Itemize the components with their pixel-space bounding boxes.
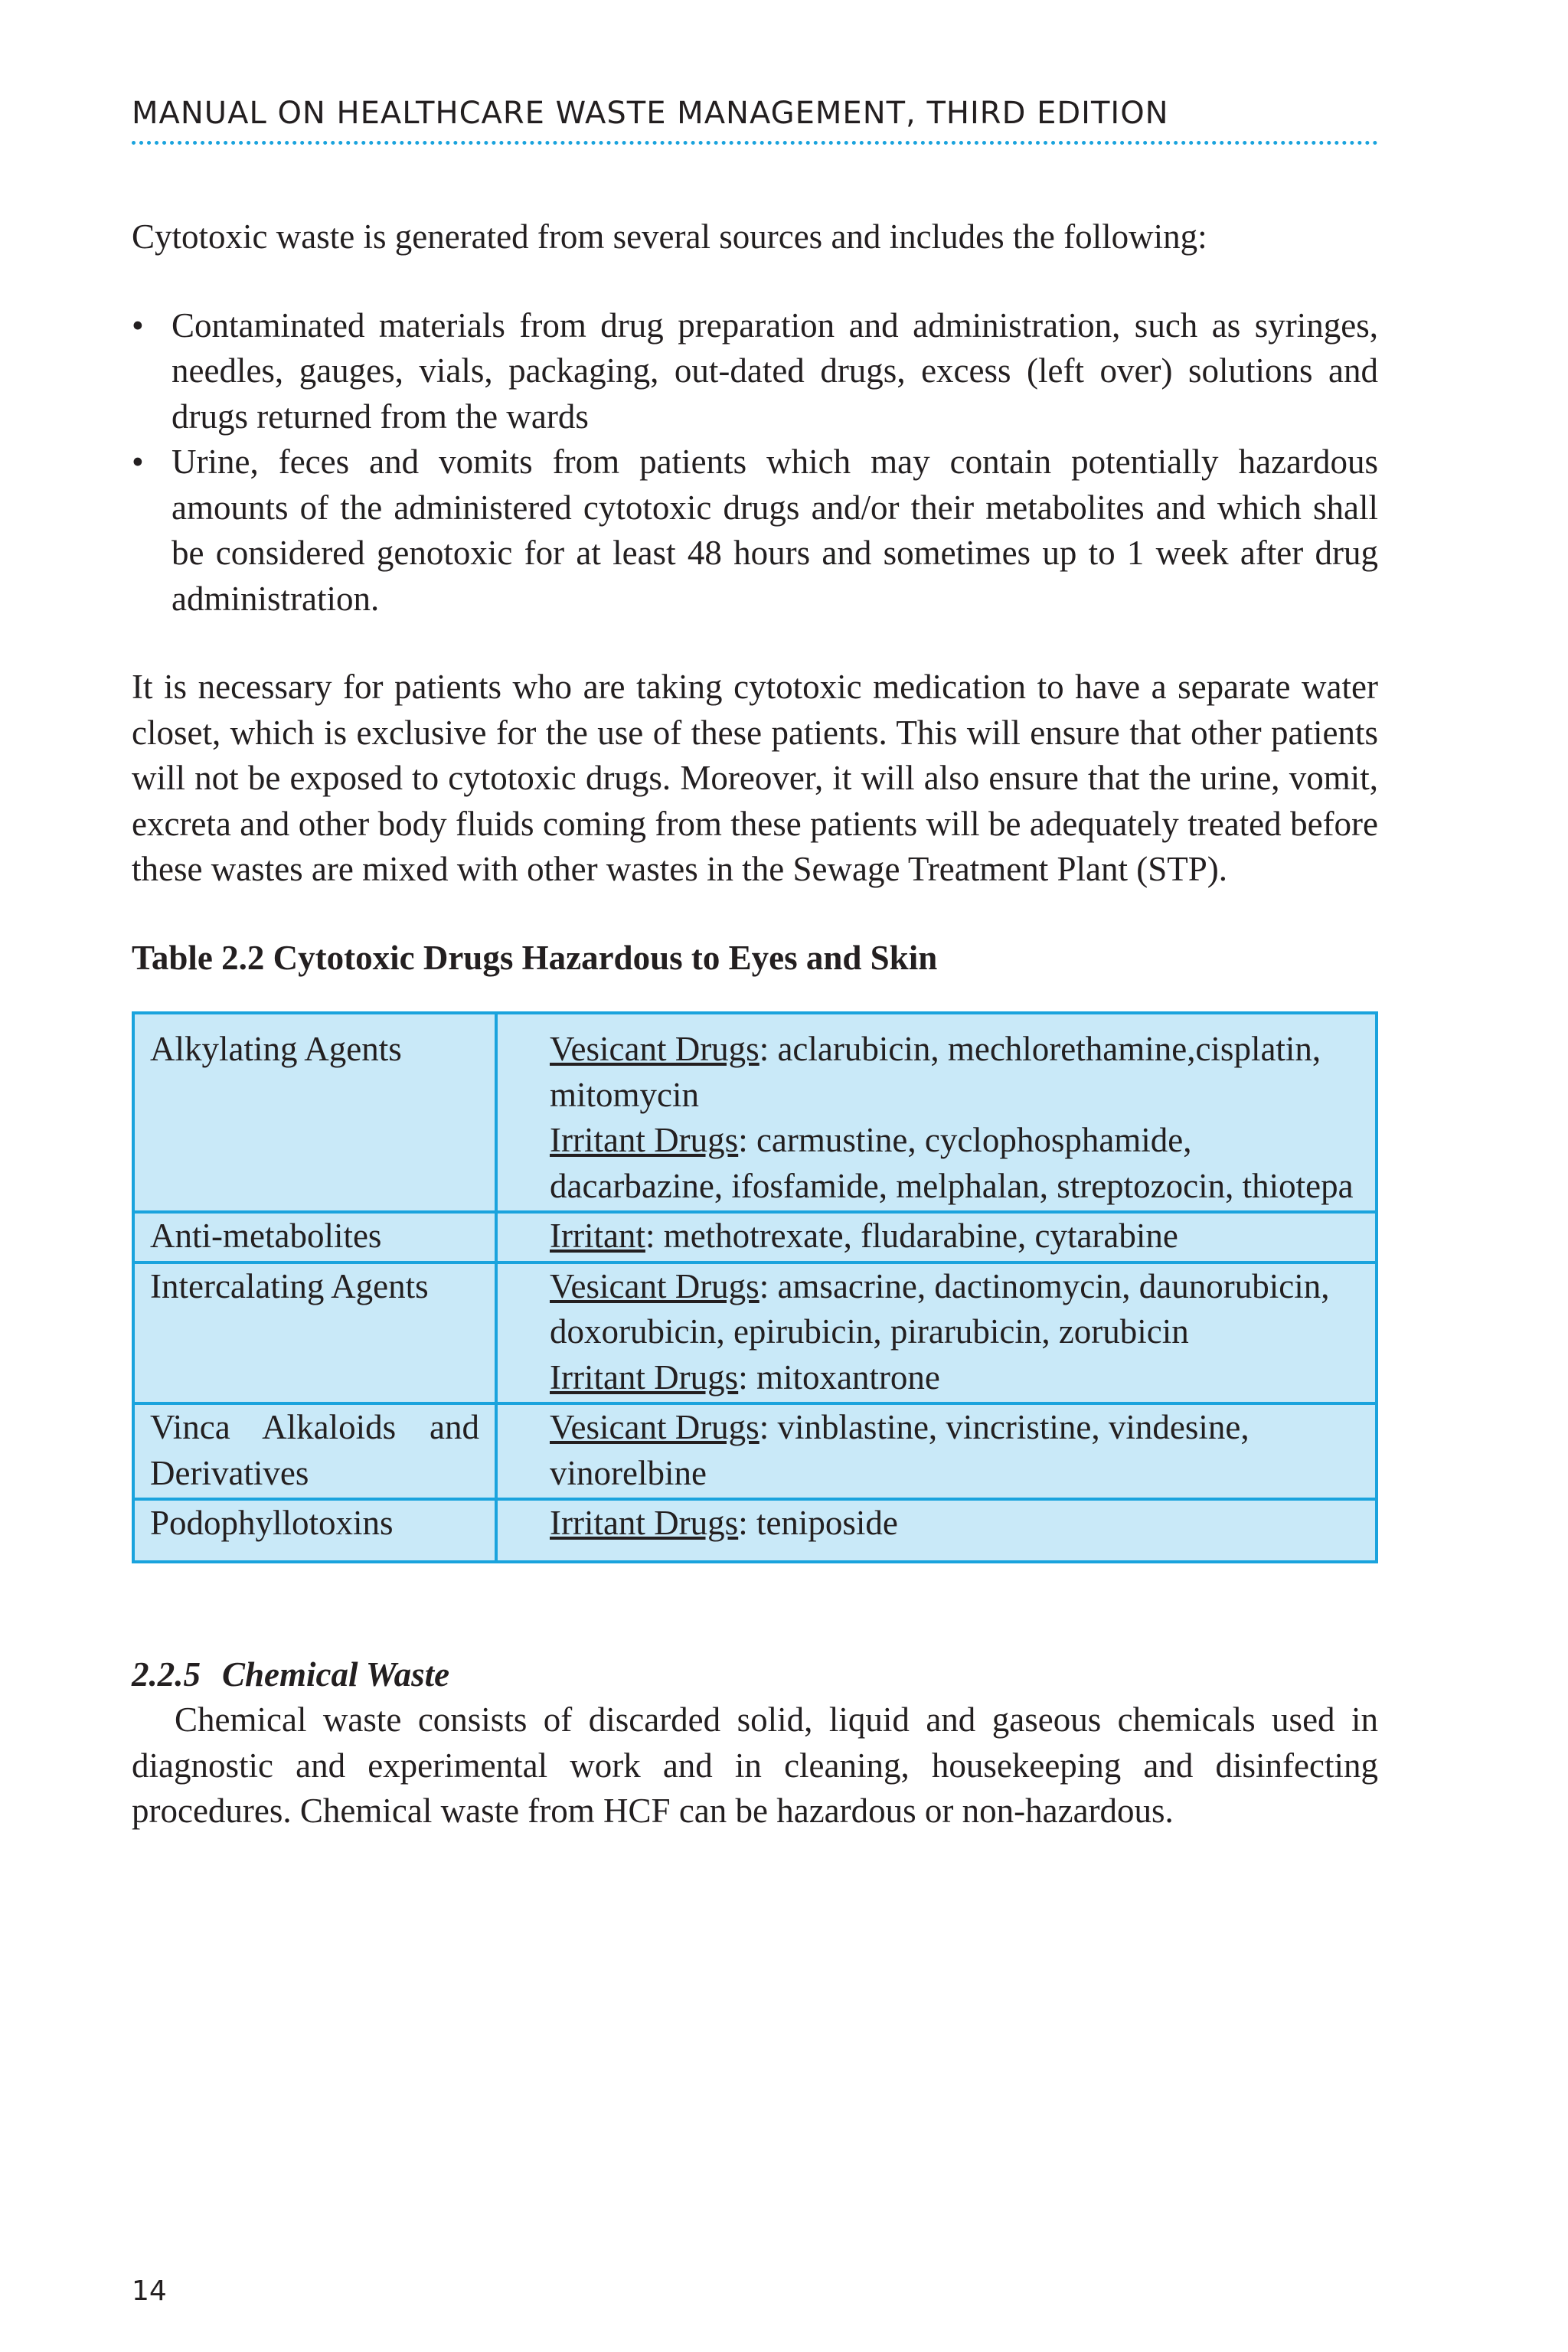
drug-class-label: Irritant — [550, 1217, 645, 1255]
drugs-cell — [496, 1403, 1377, 1499]
category-cell: Anti-metabolites — [133, 1212, 496, 1263]
category-cell: Intercalating Agents — [133, 1263, 496, 1404]
drug-list: : carmustine, cyclophosphamide, dacarbazine, ifosfamide, melphalan, streptozocin, thiotepa — [550, 1121, 1354, 1205]
drugs-cell — [496, 1013, 1377, 1212]
bullet-text: Contaminated materials from drug preparation and administration, such as syringes, needles, gauges, vials, packaging, out-dated drugs, excess (left over) solutions and drugs returned from the wards — [172, 305, 1378, 436]
drugs-cell — [496, 1263, 1377, 1404]
page-content — [132, 214, 1378, 1834]
table-row — [133, 1263, 1377, 1404]
drug-list: : amsacrine, dactinomycin, daunorubicin, doxorubicin, epirubicin, pirarubicin, zorubicin — [550, 1266, 1330, 1351]
drug-list: : mitoxantrone — [738, 1357, 940, 1396]
drug-class-label: Vesicant Drugs — [550, 1030, 760, 1068]
section-paragraph: Chemical waste consists of discarded solid, liquid and gaseous chemicals used in diagnostic and experimental work and in cleaning, housekeeping and disinfecting procedures. Chemical waste from HCF can be hazardous or non-hazardous. — [132, 1700, 1378, 1830]
list-item — [132, 439, 1378, 622]
table-row — [133, 1403, 1377, 1499]
cytotoxic-drugs-table — [132, 1011, 1378, 1563]
body-paragraph: It is necessary for patients who are taking cytotoxic medication to have a separate water closet, which is exclusive for the use of these patients. This will ensure that other patients will not be exposed to cytotoxic drugs. Moreover, it will also ensure that the urine, vomit, excreta and other body fluids coming from these patients will be adequately treated before these wastes are mixed with other wastes in the Sewage Treatment Plant (STP). — [132, 668, 1378, 888]
bullet-text: Urine, feces and vomits from patients which may contain potentially hazardous amounts of the administered cytotoxic drugs and/or their metabolites and which shall be considered genotoxic for at least 48 hours and sometimes up to 1 week after drug administration. — [172, 443, 1378, 618]
category-cell: Podophyllotoxins — [133, 1499, 496, 1562]
drug-class-label: Irritant Drugs — [550, 1121, 739, 1159]
section-heading — [132, 1652, 1378, 1698]
drugs-cell — [496, 1499, 1377, 1562]
category-cell: Vinca Alkaloids and Derivatives — [133, 1403, 496, 1499]
drug-list: : teniposide — [738, 1504, 898, 1542]
drug-list: : aclarubicin, mechlorethamine,cisplatin, mitomycin — [550, 1030, 1321, 1114]
drug-list: : vinblastine, vincristine, vindesine, vinorelbine — [550, 1408, 1250, 1492]
category-cell: Alkylating Agents — [133, 1013, 496, 1212]
drug-class-label: Vesicant Drugs — [550, 1408, 760, 1446]
drug-class-label: Vesicant Drugs — [550, 1266, 760, 1305]
drug-class-label: Irritant Drugs — [550, 1504, 739, 1542]
drug-class-label: Irritant Drugs — [550, 1357, 739, 1396]
table-row — [133, 1499, 1377, 1562]
table-row — [133, 1212, 1377, 1263]
intro-text: Cytotoxic waste is generated from several sources and includes the following: — [132, 217, 1207, 256]
section-number: 2.2.5 — [132, 1655, 201, 1694]
list-item — [132, 303, 1378, 440]
bullet-icon: • — [132, 443, 144, 481]
drug-list: : methotrexate, fludarabine, cytarabine — [645, 1217, 1178, 1255]
section-title: Chemical Waste — [222, 1655, 450, 1694]
page-number: 14 — [132, 2275, 167, 2307]
bullet-list — [132, 303, 1378, 622]
drugs-cell — [496, 1212, 1377, 1263]
bullet-icon: • — [132, 305, 144, 345]
table-caption: Table 2.2 Cytotoxic Drugs Hazardous to Eyes and Skin — [132, 938, 938, 977]
running-header: MANUAL ON HEALTHCARE WASTE MANAGEMENT, THIRD EDITION — [132, 96, 1378, 145]
table-row — [133, 1013, 1377, 1212]
